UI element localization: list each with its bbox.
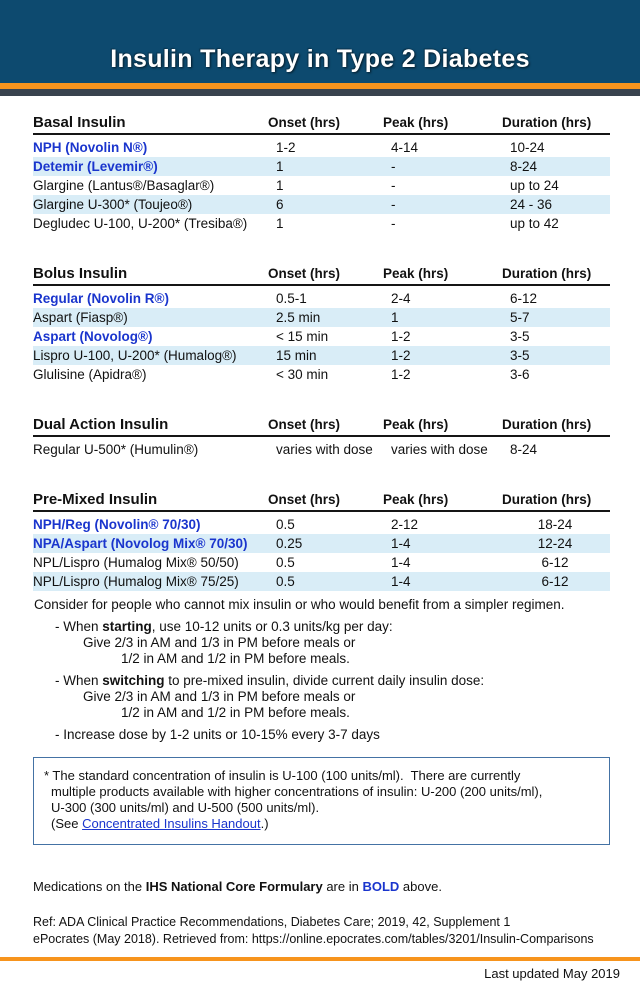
duration-cell: 6-12 bbox=[510, 291, 538, 306]
last-updated-note: Last updated May 2019 bbox=[484, 966, 620, 981]
table-row bbox=[33, 195, 610, 214]
duration-cell: 3-5 bbox=[510, 348, 530, 363]
column-header-duration: Duration (hrs) bbox=[502, 417, 592, 432]
peak-cell: - bbox=[391, 159, 396, 174]
guidance-line bbox=[33, 651, 610, 667]
duration-cell: up to 42 bbox=[510, 216, 559, 231]
text-segment: .) bbox=[260, 816, 269, 831]
table-header-row bbox=[33, 416, 610, 437]
duration-cell: 18-24 bbox=[537, 517, 573, 532]
table-rows bbox=[33, 515, 610, 591]
guidance-line bbox=[33, 597, 610, 613]
table-row bbox=[33, 327, 610, 346]
text-segment: (See bbox=[51, 816, 83, 831]
table-row bbox=[33, 289, 610, 308]
drug-name-cell: Regular (Novolin R®) bbox=[33, 291, 169, 306]
peak-cell: 1-4 bbox=[391, 574, 411, 589]
guidance-line bbox=[33, 673, 610, 689]
column-header-onset: Onset (hrs) bbox=[268, 115, 341, 130]
peak-cell: - bbox=[391, 178, 396, 193]
tables-section bbox=[33, 114, 610, 591]
onset-cell: < 30 min bbox=[276, 367, 329, 382]
duration-cell: 12-24 bbox=[537, 536, 573, 551]
peak-cell: - bbox=[391, 216, 396, 231]
formulary-note bbox=[33, 879, 610, 894]
text-segment: multiple products available with higher concentrations of insulin: U-200 (200 units/ml), bbox=[51, 784, 543, 799]
text-segment: BOLD bbox=[362, 879, 400, 894]
table-title: Basal Insulin bbox=[33, 114, 126, 131]
guidance-line bbox=[33, 635, 610, 651]
text-segment: to pre-mixed insulin, divide current daily insulin dose: bbox=[164, 673, 485, 688]
page-title: Insulin Therapy in Type 2 Diabetes bbox=[110, 45, 530, 73]
text-segment: * The standard concentration of insulin is U-100 (100 units/ml). There are currently bbox=[44, 768, 521, 783]
drug-name-cell: Regular U-500* (Humulin®) bbox=[33, 442, 199, 457]
table-title: Pre-Mixed Insulin bbox=[33, 491, 158, 508]
peak-cell: varies with dose bbox=[391, 442, 488, 457]
footer-orange-rule bbox=[0, 957, 640, 961]
table-row bbox=[33, 138, 610, 157]
drug-name-cell: Glulisine (Apidra®) bbox=[33, 367, 147, 382]
drug-name-cell: NPA/Aspart (Novolog Mix® 70/30) bbox=[33, 536, 248, 551]
drug-name-cell: NPH (Novolin N®) bbox=[33, 140, 148, 155]
guidance-line bbox=[33, 619, 610, 635]
peak-cell: 1-2 bbox=[391, 348, 411, 363]
reference-line: Ref: ADA Clinical Practice Recommendations, Diabetes Care; 2019, 42, Supplement 1 bbox=[33, 915, 511, 929]
column-header-duration: Duration (hrs) bbox=[502, 492, 592, 507]
onset-cell: 0.5 bbox=[276, 574, 295, 589]
text-segment: are in bbox=[322, 879, 363, 894]
onset-cell: 1 bbox=[276, 216, 284, 231]
text-segment: U-300 (300 units/ml) and U-500 (500 units/ml). bbox=[51, 800, 320, 815]
text-segment: Give 2/3 in AM and 1/3 in PM before meals or bbox=[83, 689, 356, 704]
drug-name-cell: NPL/Lispro (Humalog Mix® 50/50) bbox=[33, 555, 239, 570]
text-segment: , use 10-12 units or 0.3 units/kg per day: bbox=[151, 619, 393, 634]
table-title: Dual Action Insulin bbox=[33, 416, 169, 433]
duration-cell: 8-24 bbox=[510, 159, 538, 174]
onset-cell: 0.5 bbox=[276, 555, 295, 570]
duration-cell: 24 - 36 bbox=[510, 197, 553, 212]
table-rows bbox=[33, 138, 610, 233]
text-segment: Medications on the bbox=[33, 879, 146, 894]
reference-line: ePocrates (May 2018). Retrieved from: https://online.epocrates.com/tables/3201/Insulin-Comparisons bbox=[33, 932, 594, 946]
drug-name-cell: Aspart (Fiasp®) bbox=[33, 310, 128, 325]
onset-cell: varies with dose bbox=[276, 442, 373, 457]
text-segment: 1/2 in AM and 1/2 in PM before meals. bbox=[121, 705, 350, 720]
footnote-line bbox=[44, 800, 599, 816]
dosing-guidance bbox=[33, 597, 610, 743]
table-row bbox=[33, 176, 610, 195]
text-segment: switching bbox=[102, 673, 165, 688]
guidance-line bbox=[33, 689, 610, 705]
peak-cell: 1-4 bbox=[391, 555, 411, 570]
peak-cell: 4-14 bbox=[391, 140, 419, 155]
peak-cell: 1-4 bbox=[391, 536, 411, 551]
text-segment: starting bbox=[102, 619, 152, 634]
onset-cell: 1-2 bbox=[276, 140, 296, 155]
duration-cell: up to 24 bbox=[510, 178, 559, 193]
onset-cell: 0.5 bbox=[276, 517, 295, 532]
drug-name-cell: Degludec U-100, U-200* (Tresiba®) bbox=[33, 216, 248, 231]
text-segment: - When bbox=[55, 673, 103, 688]
table-row bbox=[33, 534, 610, 553]
column-header-onset: Onset (hrs) bbox=[268, 266, 341, 281]
text-segment: above. bbox=[399, 879, 442, 894]
table-row bbox=[33, 157, 610, 176]
drug-name-cell: NPH/Reg (Novolin® 70/30) bbox=[33, 517, 201, 532]
onset-cell: 1 bbox=[276, 159, 284, 174]
column-header-peak: Peak (hrs) bbox=[383, 492, 449, 507]
table-row bbox=[33, 553, 610, 572]
table-row bbox=[33, 440, 610, 459]
references bbox=[33, 914, 610, 948]
table-row bbox=[33, 365, 610, 384]
column-header-peak: Peak (hrs) bbox=[383, 417, 449, 432]
column-header-peak: Peak (hrs) bbox=[383, 266, 449, 281]
document-body bbox=[0, 114, 640, 948]
table-row bbox=[33, 214, 610, 233]
concentration-footnote-box bbox=[33, 757, 610, 845]
onset-cell: 1 bbox=[276, 178, 284, 193]
text-segment: 1/2 in AM and 1/2 in PM before meals. bbox=[121, 651, 350, 666]
drug-name-cell: Lispro U-100, U-200* (Humalog®) bbox=[33, 348, 237, 363]
table-title: Bolus Insulin bbox=[33, 265, 128, 282]
drug-name-cell: Glargine U-300* (Toujeo®) bbox=[33, 197, 193, 212]
column-header-duration: Duration (hrs) bbox=[502, 115, 592, 130]
insulin-table bbox=[33, 491, 610, 591]
table-row bbox=[33, 515, 610, 534]
onset-cell: 6 bbox=[276, 197, 284, 212]
peak-cell: 2-12 bbox=[391, 517, 419, 532]
table-header-row bbox=[33, 265, 610, 286]
peak-cell: 1 bbox=[391, 310, 399, 325]
guidance-line bbox=[33, 727, 610, 743]
duration-cell: 6-12 bbox=[541, 555, 569, 570]
duration-cell: 3-5 bbox=[510, 329, 530, 344]
text-segment: Give 2/3 in AM and 1/3 in PM before meals or bbox=[83, 635, 356, 650]
table-header-row bbox=[33, 114, 610, 135]
duration-cell: 10-24 bbox=[510, 140, 545, 155]
drug-name-cell: Aspart (Novolog®) bbox=[33, 329, 153, 344]
header-gray-stripe bbox=[0, 89, 640, 96]
onset-cell: 2.5 min bbox=[276, 310, 321, 325]
peak-cell: 1-2 bbox=[391, 367, 411, 382]
onset-cell: < 15 min bbox=[276, 329, 329, 344]
column-header-onset: Onset (hrs) bbox=[268, 492, 341, 507]
peak-cell: 2-4 bbox=[391, 291, 411, 306]
text-segment: - Increase dose by 1-2 units or 10-15% every 3-7 days bbox=[55, 727, 380, 742]
table-row bbox=[33, 308, 610, 327]
peak-cell: - bbox=[391, 197, 396, 212]
footnote-line bbox=[44, 816, 599, 832]
duration-cell: 8-24 bbox=[510, 442, 538, 457]
table-row bbox=[33, 572, 610, 591]
text-segment: Consider for people who cannot mix insulin or who would benefit from a simpler regimen. bbox=[34, 597, 565, 612]
duration-cell: 3-6 bbox=[510, 367, 530, 382]
column-header-onset: Onset (hrs) bbox=[268, 417, 341, 432]
insulin-table bbox=[33, 114, 610, 233]
insulin-table bbox=[33, 265, 610, 384]
table-rows bbox=[33, 440, 610, 459]
guidance-line bbox=[33, 705, 610, 721]
insulin-table bbox=[33, 416, 610, 459]
table-rows bbox=[33, 289, 610, 384]
column-header-peak: Peak (hrs) bbox=[383, 115, 449, 130]
header-banner bbox=[0, 0, 640, 83]
drug-name-cell: Glargine (Lantus®/Basaglar®) bbox=[33, 178, 215, 193]
peak-cell: 1-2 bbox=[391, 329, 411, 344]
onset-cell: 15 min bbox=[276, 348, 317, 363]
text-segment: IHS National Core Formulary bbox=[145, 879, 323, 894]
footnote-line bbox=[44, 768, 599, 784]
onset-cell: 0.25 bbox=[276, 536, 303, 551]
text-segment: - When bbox=[55, 619, 103, 634]
drug-name-cell: Detemir (Levemir®) bbox=[33, 159, 158, 174]
duration-cell: 6-12 bbox=[541, 574, 569, 589]
table-row bbox=[33, 346, 610, 365]
footnote-line bbox=[44, 784, 599, 800]
drug-name-cell: NPL/Lispro (Humalog Mix® 75/25) bbox=[33, 574, 239, 589]
onset-cell: 0.5-1 bbox=[276, 291, 307, 306]
column-header-duration: Duration (hrs) bbox=[502, 266, 592, 281]
table-header-row bbox=[33, 491, 610, 512]
duration-cell: 5-7 bbox=[510, 310, 530, 325]
concentrated-insulins-link[interactable]: Concentrated Insulins Handout bbox=[82, 816, 261, 831]
